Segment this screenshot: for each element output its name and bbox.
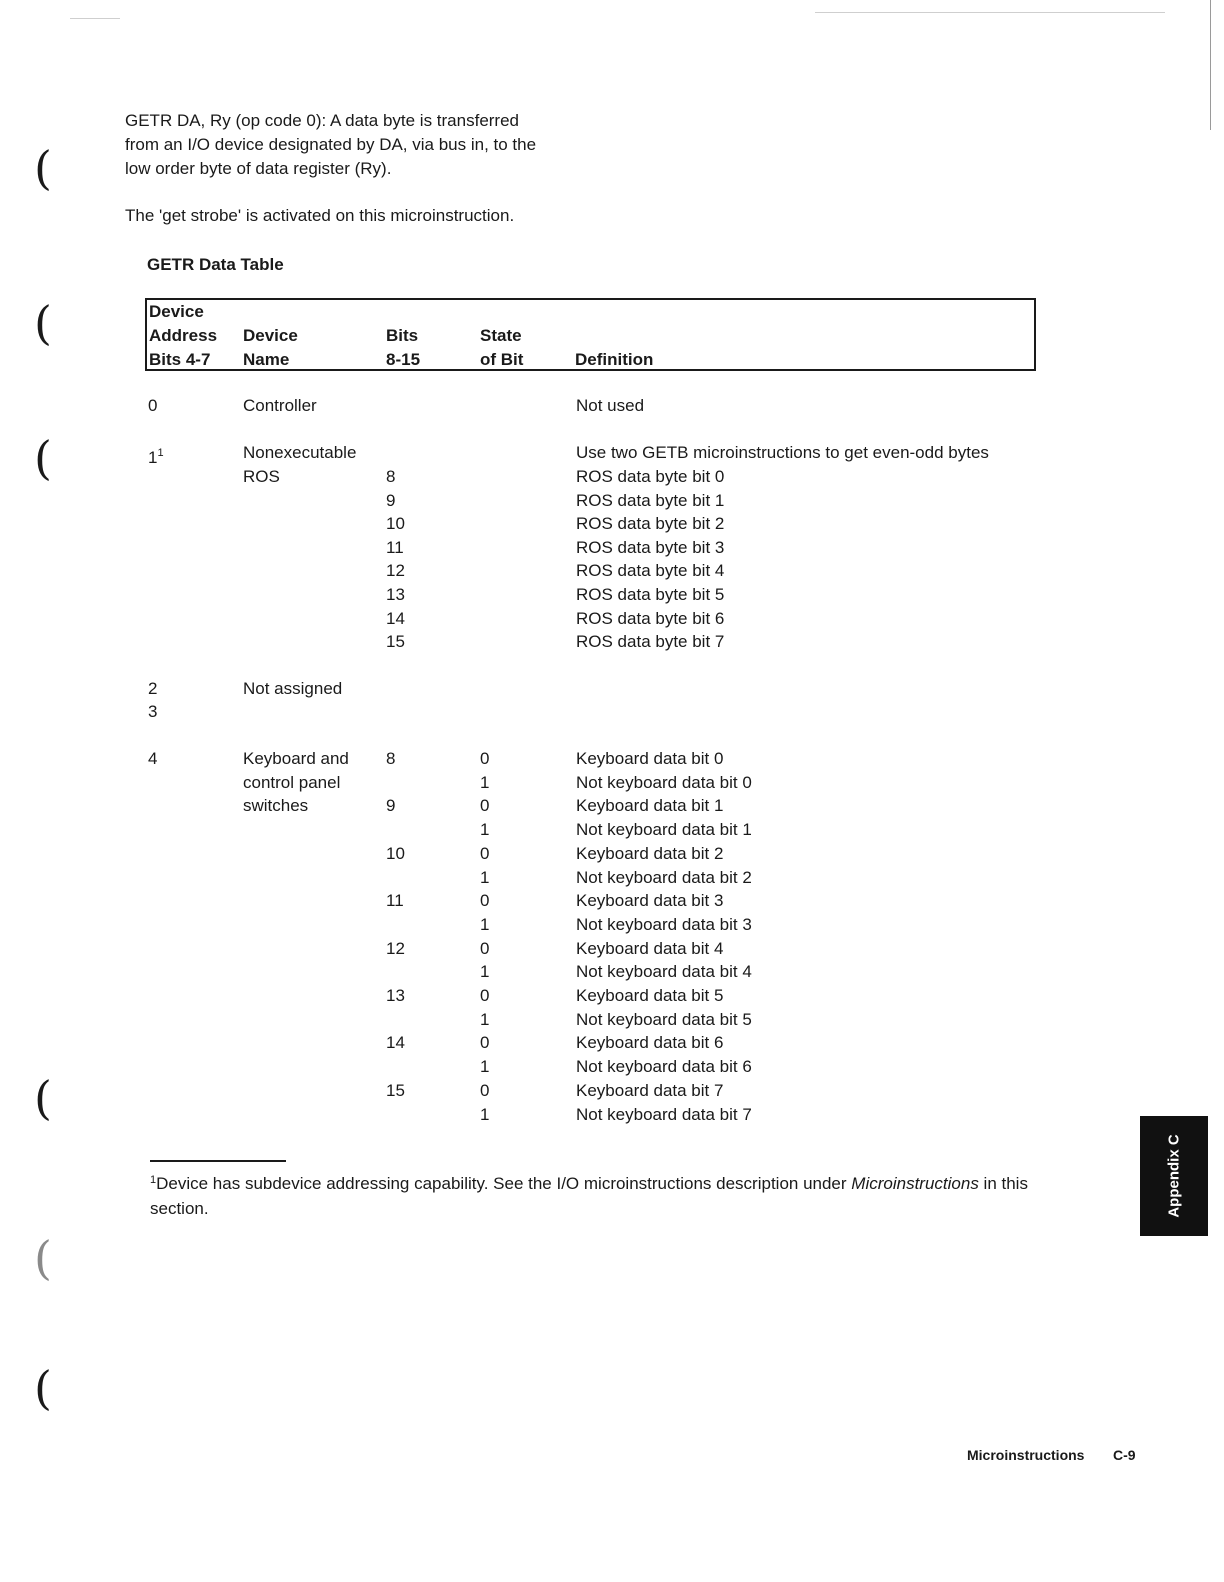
cell-def <box>576 913 752 937</box>
cell-def <box>576 583 724 607</box>
cell-def-text: ROS data byte bit 1 <box>576 490 725 510</box>
cell-state <box>480 866 489 890</box>
intro-line-2: from an I/O device designated by DA, via bus in, to the <box>125 135 537 154</box>
footnote-ref: 1 <box>157 447 164 459</box>
cell-def <box>576 489 724 513</box>
cell-bits <box>386 889 404 913</box>
cell-state-text: 1 <box>480 867 490 887</box>
cell-bits-text: 12 <box>386 938 405 958</box>
cell-state-text: 1 <box>480 962 490 982</box>
cell-bits-text: 8 <box>386 749 396 768</box>
cell-state <box>480 913 489 937</box>
cell-def <box>576 465 724 489</box>
cell-def <box>576 818 752 842</box>
cell-bits <box>386 794 395 818</box>
cell-bits <box>386 984 405 1008</box>
cell-bits-text: 8 <box>386 467 396 486</box>
cell-bits <box>386 536 404 560</box>
cell-def <box>576 889 723 913</box>
cell-bits <box>386 559 405 583</box>
cell-def-text: Not keyboard data bit 6 <box>576 1057 752 1077</box>
cell-addr-text: 0 <box>148 396 158 415</box>
cell-def-text: Not keyboard data bit 5 <box>576 1009 752 1029</box>
cell-bits <box>386 630 405 654</box>
cell-bits <box>386 512 405 536</box>
cell-bits-text: 15 <box>386 1080 405 1100</box>
cell-name-text: Nonexecutable <box>243 443 357 462</box>
cell-def-text: Not keyboard data bit 3 <box>576 914 752 934</box>
cell-def <box>576 607 724 631</box>
cell-name-text: switches <box>243 796 309 816</box>
cell-addr <box>148 700 157 724</box>
cell-bits <box>386 842 405 866</box>
cell-def-text: Keyboard data bit 5 <box>576 986 724 1005</box>
cell-state-text: 0 <box>480 986 490 1005</box>
scan-line-top-left <box>70 18 120 19</box>
cell-bits-text: 13 <box>386 585 405 604</box>
cell-state-text: 1 <box>480 1009 490 1029</box>
cell-name-text: Keyboard and <box>243 749 349 768</box>
cell-def-text: Not keyboard data bit 1 <box>576 820 752 840</box>
footnote <box>150 1168 1050 1221</box>
cell-def <box>576 394 644 418</box>
binder-mark-4: ( <box>34 1071 52 1125</box>
cell-def-text: Not keyboard data bit 7 <box>576 1104 752 1124</box>
cell-state-text: 1 <box>480 820 490 840</box>
binder-mark-1: ( <box>34 141 52 195</box>
cell-state <box>480 1031 489 1055</box>
footer-section: Microinstructions <box>967 1447 1085 1463</box>
cell-name <box>243 794 308 818</box>
binder-mark-3: ( <box>34 431 52 485</box>
cell-state-text: 1 <box>480 772 490 792</box>
cell-def <box>576 937 723 961</box>
cell-bits-text: 15 <box>386 632 405 652</box>
cell-def <box>576 1103 752 1127</box>
cell-def <box>576 747 723 771</box>
cell-bits <box>386 747 395 771</box>
header-device-address: Device Address Bits 4-7 <box>149 302 218 369</box>
cell-def-text: ROS data byte bit 7 <box>576 632 725 652</box>
cell-def-text: Keyboard data bit 2 <box>576 843 724 863</box>
cell-state-text: 0 <box>480 749 490 768</box>
cell-state-text: 0 <box>480 1080 490 1100</box>
page-edge-line <box>1210 0 1211 130</box>
footer-page-number: C-9 <box>1113 1447 1136 1463</box>
cell-addr-text: 1 <box>148 448 158 467</box>
cell-bits-text: 11 <box>386 891 404 911</box>
strobe-sentence: The 'get strobe' is activated on this microinstruction. <box>125 206 515 225</box>
cell-addr <box>148 677 157 701</box>
cell-def <box>576 512 724 536</box>
cell-def <box>576 794 723 818</box>
header-definition: Definition <box>575 350 654 369</box>
cell-def <box>576 536 724 560</box>
cell-state-text: 0 <box>480 1033 490 1053</box>
cell-bits-text: 11 <box>386 537 404 557</box>
cell-def <box>576 866 752 890</box>
cell-bits <box>386 583 405 607</box>
header-state: State of Bit <box>480 326 524 369</box>
cell-bits <box>386 607 405 631</box>
footnote-rule <box>150 1160 286 1162</box>
appendix-tab-label: Appendix C <box>1165 1134 1183 1218</box>
cell-def-text: Not keyboard data bit 0 <box>576 772 752 792</box>
cell-def-text: Not used <box>576 396 645 415</box>
cell-addr <box>148 441 164 470</box>
cell-bits <box>386 1031 405 1055</box>
cell-def <box>576 1055 752 1079</box>
header-device-name: Device Name <box>243 326 298 369</box>
cell-name-text: Not assigned <box>243 679 343 698</box>
cell-addr <box>148 747 157 771</box>
cell-def-text: Not keyboard data bit 4 <box>576 962 752 982</box>
cell-def <box>576 441 989 465</box>
cell-state-text: 1 <box>480 1057 490 1077</box>
cell-bits <box>386 1079 405 1103</box>
table-title: GETR Data Table <box>147 255 284 274</box>
cell-name-text: control panel <box>243 772 341 792</box>
cell-def-text: ROS data byte bit 3 <box>576 537 725 557</box>
cell-def-text: Keyboard data bit 6 <box>576 1033 724 1053</box>
cell-bits-text: 9 <box>386 490 396 510</box>
cell-state <box>480 1055 489 1079</box>
cell-state <box>480 747 489 771</box>
cell-name-text: Controller <box>243 396 317 415</box>
cell-bits-text: 14 <box>386 608 405 628</box>
cell-addr-text: 3 <box>148 702 158 721</box>
binder-mark-5: ( <box>34 1231 52 1285</box>
cell-state <box>480 1079 489 1103</box>
cell-name <box>243 394 317 418</box>
cell-def-text: ROS data byte bit 6 <box>576 608 725 628</box>
cell-state <box>480 1103 489 1127</box>
intro-paragraph <box>125 109 536 181</box>
footnote-marker: 1 <box>150 1174 157 1186</box>
cell-state-text: 0 <box>480 938 490 958</box>
cell-state <box>480 984 489 1008</box>
cell-def-text: Keyboard data bit 7 <box>576 1080 724 1100</box>
cell-def <box>576 984 723 1008</box>
binder-mark-6: ( <box>34 1361 52 1415</box>
cell-bits-text: 12 <box>386 561 405 581</box>
cell-def-text: Keyboard data bit 3 <box>576 891 724 911</box>
scan-line-top-right <box>815 12 1165 13</box>
cell-bits <box>386 465 395 489</box>
cell-state <box>480 842 489 866</box>
binder-mark-2: ( <box>34 296 52 350</box>
cell-addr <box>148 394 157 418</box>
appendix-tab <box>1140 1116 1208 1236</box>
cell-def <box>576 559 724 583</box>
cell-def <box>576 1031 723 1055</box>
cell-def-text: ROS data byte bit 0 <box>576 467 725 486</box>
cell-state <box>480 771 489 795</box>
cell-state-text: 0 <box>480 891 490 911</box>
cell-def-text: Not keyboard data bit 2 <box>576 867 752 887</box>
footnote-text: Device has subdevice addressing capability. See the I/O microinstructions description under <box>156 1174 852 1193</box>
cell-name <box>243 747 349 771</box>
cell-state <box>480 818 489 842</box>
cell-bits-text: 14 <box>386 1033 405 1053</box>
cell-name <box>243 465 280 489</box>
cell-state <box>480 1008 489 1032</box>
cell-def-text: ROS data byte bit 5 <box>576 585 725 604</box>
cell-def <box>576 1079 723 1103</box>
cell-name <box>243 441 356 465</box>
cell-bits-text: 10 <box>386 514 405 534</box>
cell-state <box>480 889 489 913</box>
cell-addr-text: 2 <box>148 679 158 698</box>
cell-state-text: 0 <box>480 843 490 863</box>
cell-def-text: ROS data byte bit 4 <box>576 561 725 581</box>
cell-state-text: 1 <box>480 914 490 934</box>
cell-addr-text: 4 <box>148 749 158 768</box>
table-header <box>145 298 1036 371</box>
cell-bits-text: 9 <box>386 796 396 816</box>
cell-state-text: 1 <box>480 1104 490 1124</box>
cell-def-text: Keyboard data bit 4 <box>576 938 724 958</box>
cell-state <box>480 960 489 984</box>
cell-def <box>576 960 752 984</box>
cell-def <box>576 771 752 795</box>
cell-state <box>480 794 489 818</box>
cell-def <box>576 1008 752 1032</box>
cell-def <box>576 630 724 654</box>
footnote-text-end: in this section. <box>150 1174 1028 1218</box>
cell-def <box>576 842 723 866</box>
cell-bits-text: 10 <box>386 843 405 863</box>
cell-def-text: ROS data byte bit 2 <box>576 514 725 534</box>
cell-bits <box>386 489 395 513</box>
cell-bits-text: 13 <box>386 986 405 1005</box>
footnote-emphasis: Microinstructions <box>851 1174 979 1193</box>
cell-state-text: 0 <box>480 796 490 816</box>
cell-bits <box>386 937 405 961</box>
cell-state <box>480 937 489 961</box>
cell-name <box>243 677 342 701</box>
intro-line-3: low order byte of data register (Ry). <box>125 159 392 178</box>
intro-line-1: GETR DA, Ry (op code 0): A data byte is transferred <box>125 111 520 130</box>
cell-name <box>243 771 340 795</box>
header-bits: Bits 8-15 <box>386 326 421 369</box>
cell-def-text: Use two GETB microinstructions to get even-odd bytes <box>576 443 989 462</box>
cell-def-text: Keyboard data bit 1 <box>576 796 724 816</box>
cell-name-text: ROS <box>243 467 280 486</box>
cell-def-text: Keyboard data bit 0 <box>576 749 724 768</box>
